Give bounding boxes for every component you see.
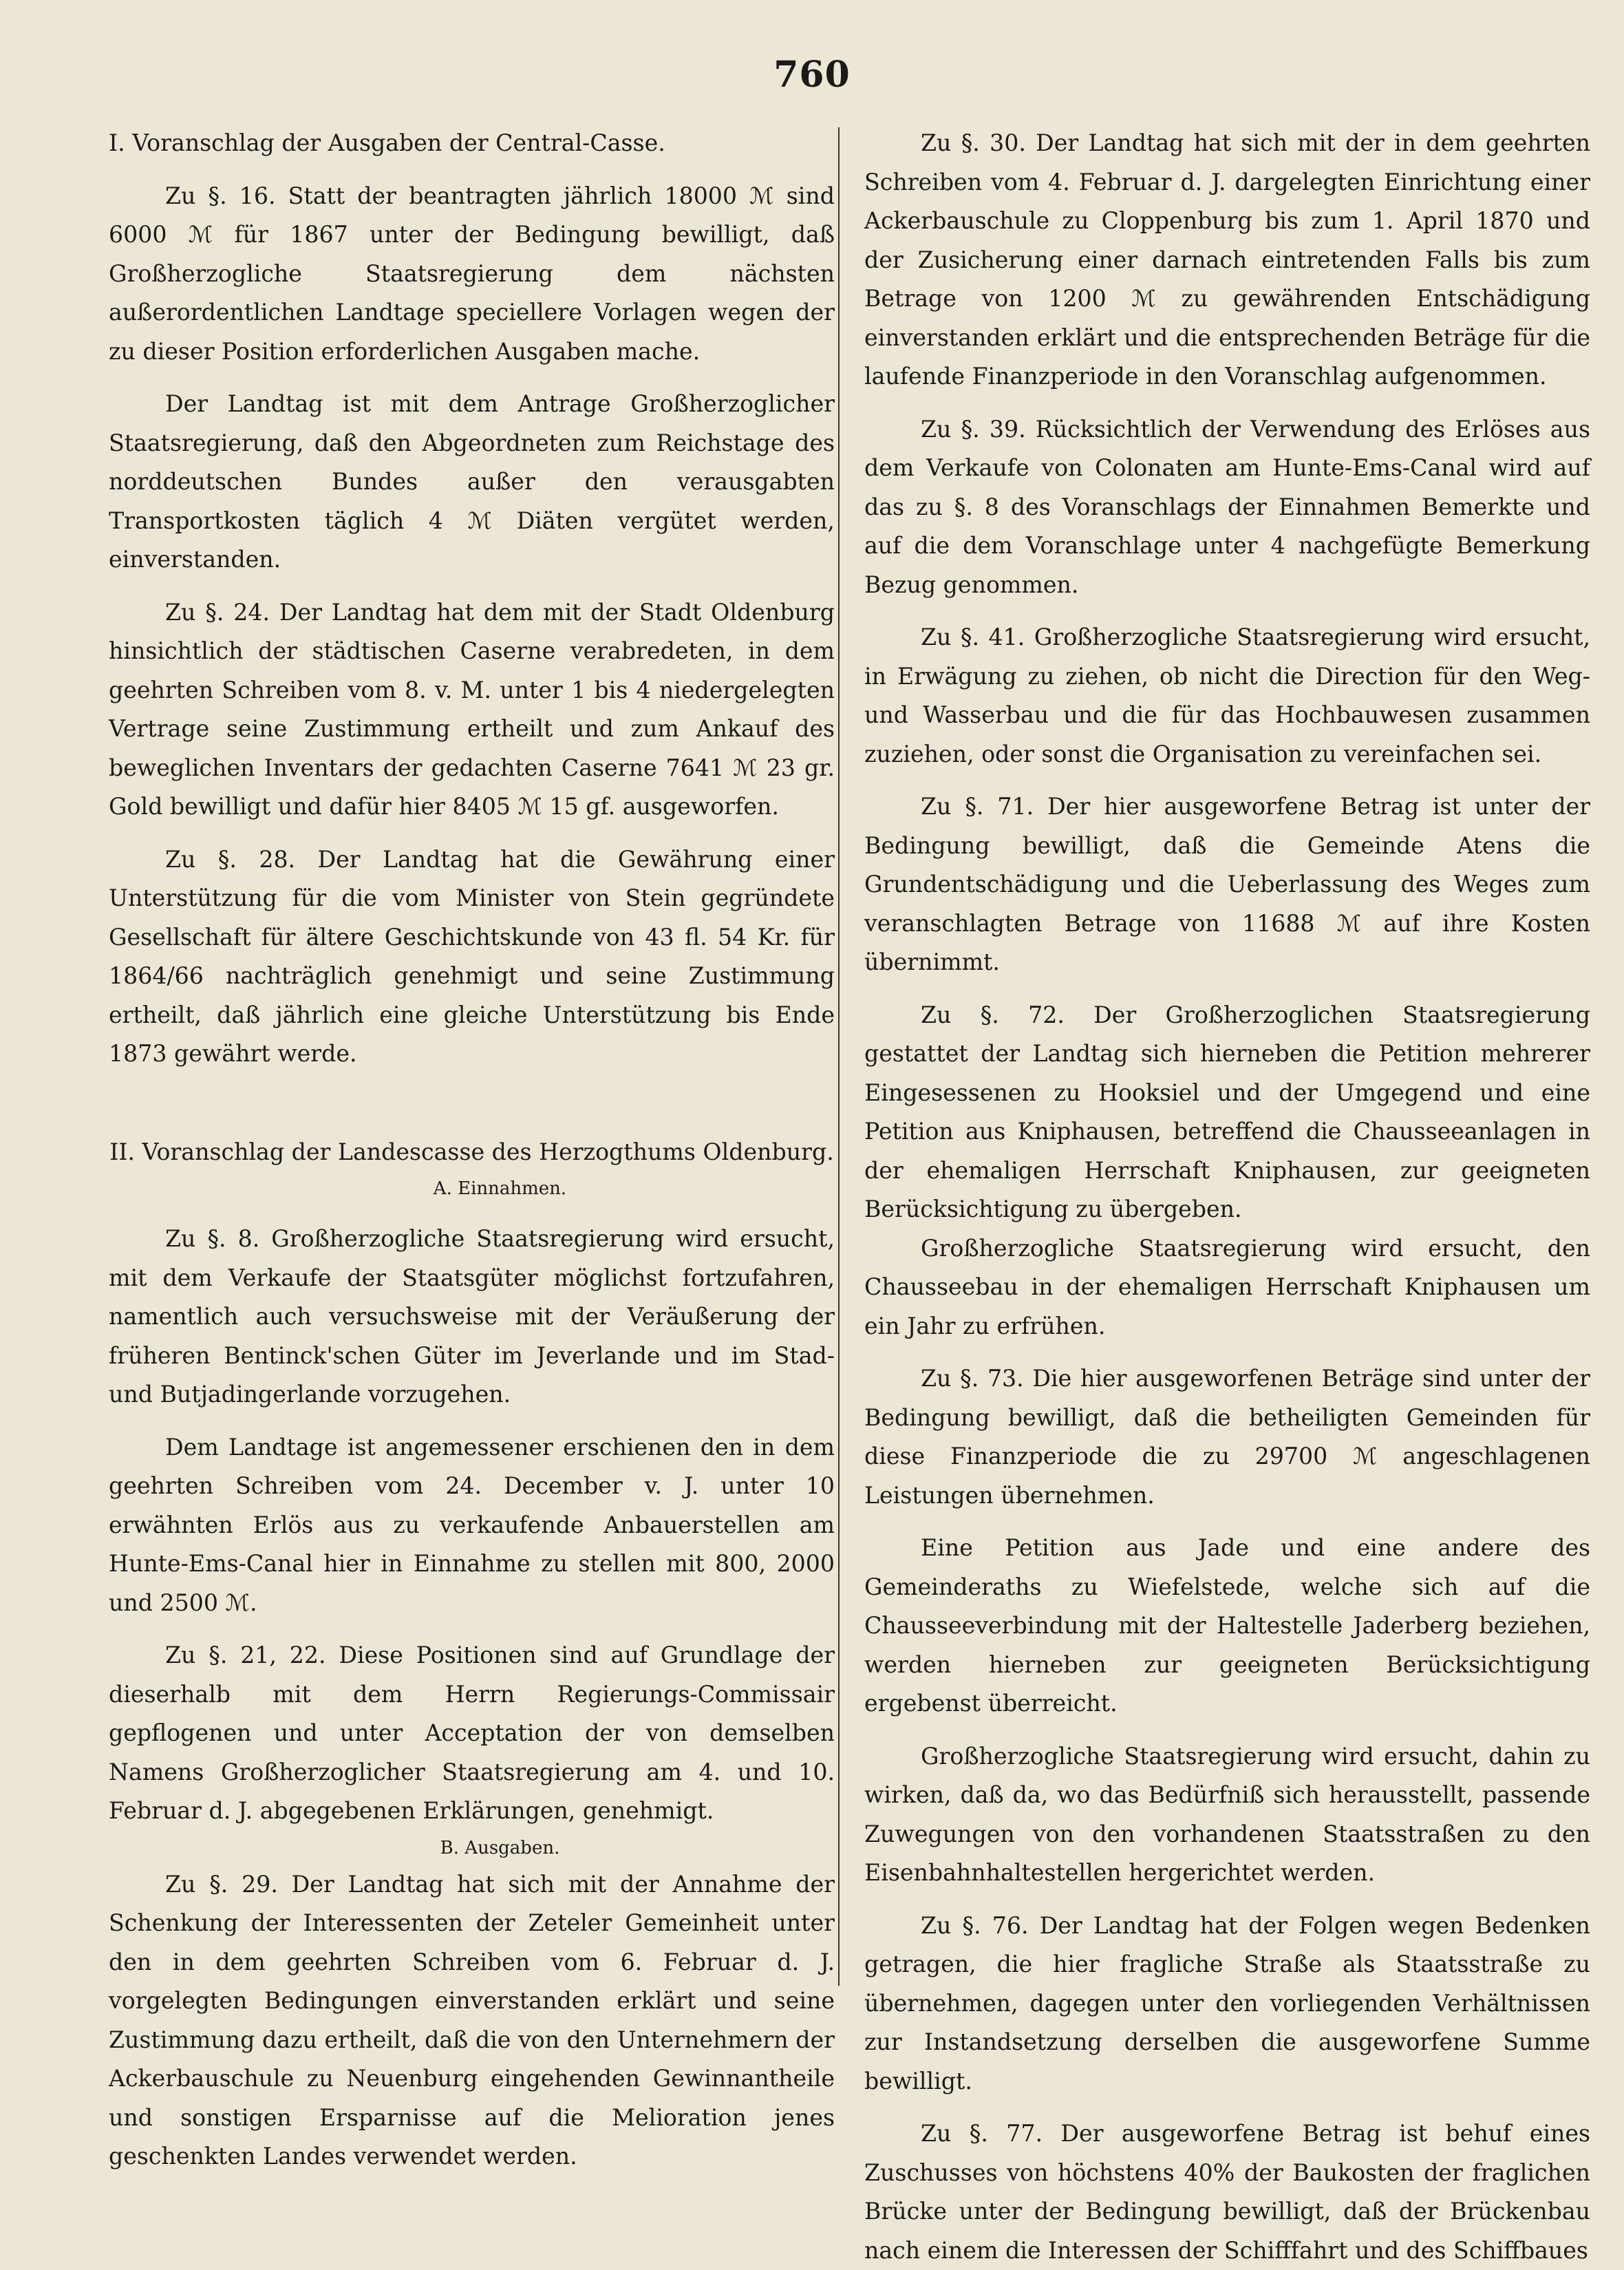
paragraph: Eine Petition aus Jade und eine andere des Gemeinderaths zu Wiefelstede, welche sich auf die Chausseeverbindung mit der Haltestelle Jaderberg beziehen, werden hierneben zur geeigneten Berücksichtigung ergebenst überreicht. [864,1534,1590,1717]
column-divider [838,127,840,1986]
subheading-einnahmen: A. Einnahmen. [433,1178,567,1199]
paragraph: Zu §. 72. Der Großherzoglichen Staatsregierung gestattet der Landtag sich hierneben die Petition mehrerer Eingesessenen zu Hooksiel und der Umgegend und eine Petition aus Kniphausen, betreffend die Chausseeanlagen in der ehemaligen Herrschaft Kniphausen, zur geeigneten Berücksichtigung zu übergeben. [864,1001,1590,1222]
paragraph: Zu §. 24. Der Landtag hat dem mit der Stadt Oldenburg hinsichtlich der städtischen Caserne verabredeten, in dem geehrten Schreiben vom 8. v. M. unter 1 bis 4 niedergelegten Vertrage seine Zustimmung ertheilt und zum Ankauf des beweglichen Inventars der gedachten Caserne 7641 ℳ 23 gr. Gold bewilligt und dafür hier 8405 ℳ 15 gf. ausgeworfen. [109,598,835,820]
paragraph: Zu §. 30. Der Landtag hat sich mit der in dem geehrten Schreiben vom 4. Februar d. J. dargelegten Einrichtung einer Ackerbauschule zu Cloppenburg bis zum 1. April 1870 und der Zusicherung einer darnach eintretenden Falls bis zum Betrage von 1200 ℳ zu gewährenden Entschädigung einverstanden erklärt und die entsprechenden Beträge für die laufende Finanzperiode in den Voranschlag aufgenommen. [864,129,1590,390]
paragraph: Zu §. 29. Der Landtag hat sich mit der Annahme der Schenkung der Interessenten der Zeteler Gemeinheit unter den in dem geehrten Schreiben vom 6. Februar d. J. vorgelegten Bedingungen einverstanden erklärt und seine Zustimmung dazu ertheilt, daß die von den Unternehmern der Ackerbauschule zu Neuenburg eingehenden Gewinnantheile und sonstigen Ersparnisse auf die Melioration jenes geschenkten Landes verwendet werden. [109,1870,835,2170]
paragraph: Großherzogliche Staatsregierung wird ersucht, dahin zu wirken, daß da, wo das Bedürfniß sich herausstellt, passende Zuwegungen von den vorhandenen Staatsstraßen zu den Eisenbahnhaltestellen hergerichtet werden. [864,1742,1590,1886]
paragraph: Zu §. 76. Der Landtag hat der Folgen wegen Bedenken getragen, die hier fragliche Straße als Staatsstraße zu übernehmen, dagegen unter den vorliegenden Verhältnissen zur Instandsetzung derselben die ausgeworfene Summe bewilligt. [864,1911,1590,2094]
paragraph: Zu §. 73. Die hier ausgeworfenen Beträge sind unter der Bedingung bewilligt, daß die betheiligten Gemeinden für diese Finanzperiode die zu 29700 ℳ angeschlagenen Leistungen übernehmen. [864,1365,1590,1509]
paragraph: Zu §. 28. Der Landtag hat die Gewährung einer Unterstützung für die vom Minister von Stein gegründete Gesellschaft für ältere Geschichtskunde von 43 fl. 54 Kr. für 1864/66 nachträglich genehmigt und seine Zustimmung ertheilt, daß jährlich eine gleiche Unterstützung bis Ende 1873 gewährt werde. [109,845,835,1067]
paragraph: Zu §. 16. Statt der beantragten jährlich 18000 ℳ sind 6000 ℳ für 1867 unter der Bedingung bewilligt, daß Großherzogliche Staatsregierung dem nächsten außerordentlichen Landtage speciellere Vorlagen wegen der zu dieser Position erforderlichen Ausgaben mache. [109,182,835,365]
right-column [864,124,1590,2270]
paragraph: Großherzogliche Staatsregierung wird ersucht, den Chausseebau in der ehemaligen Herrschaft Kniphausen um ein Jahr zu erfrühen. [864,1234,1590,1339]
paragraph: Zu §. 21, 22. Diese Positionen sind auf Grundlage der dieserhalb mit dem Herrn Regierungs-Commissair gepflogenen und unter Acceptation der von demselben Namens Großherzoglicher Staatsregierung am 4. und 10. Februar d. J. abgegebenen Erklärungen, genehmigt. [109,1642,835,1824]
paragraph: Zu §. 8. Großherzogliche Staatsregierung wird ersucht, mit dem Verkaufe der Staatsgüter möglichst fortzufahren, namentlich auch versuchsweise mit der Veräußerung der früheren Bentinck'schen Güter im Jeverlande und im Stad- und Butjadingerlande vorzugehen. [109,1225,835,1408]
paragraph: Dem Landtage ist angemessener erschienen den in dem geehrten Schreiben vom 24. December v. J. unter 10 erwähnten Erlös aus zu verkaufende Anbauerstellen am Hunte-Ems-Canal hier in Einnahme zu stellen mit 800, 2000 und 2500 ℳ. [109,1433,835,1616]
paragraph: Der Landtag ist mit dem Antrage Großherzoglicher Staatsregierung, daß den Abgeordneten zum Reichstage des norddeutschen Bundes außer den verausgabten Transportkosten täglich 4 ℳ Diäten vergütet werden, einverstanden. [109,390,835,573]
section-heading-2: II. Voranschlag der Landescasse des Herzogthums Oldenburg. [109,1138,834,1165]
subheading-ausgaben: B. Ausgaben. [440,1837,560,1858]
paragraph: Zu §. 71. Der hier ausgeworfene Betrag ist unter der Bedingung bewilligt, daß die Gemeinde Atens die Grundentschädigung und die Ueberlassung des Weges zum veranschlagten Betrage von 11688 ℳ auf ihre Kosten übernimmt. [864,793,1590,975]
page-number: 760 [773,54,851,96]
paragraph: Zu §. 77. Der ausgeworfene Betrag ist behuf eines Zuschusses von höchstens 40% der Baukosten der fraglichen Brücke unter der Bedingung bewilligt, daß der Brückenbau nach einem die Interessen der Schifffahrt und des Schiffbaues [864,2120,1590,2264]
section-heading-1: I. Voranschlag der Ausgaben der Central-Casse. [109,129,665,156]
paragraph: Zu §. 39. Rücksichtlich der Verwendung des Erlöses aus dem Verkaufe von Colonaten am Hunte-Ems-Canal wird auf das zu §. 8 des Voranschlags der Einnahmen Bemerkte und auf die dem Voranschlage unter 4 nachgefügte Bemerkung Bezug genommen. [864,415,1590,598]
left-column [109,124,835,2176]
paragraph: Zu §. 41. Großherzogliche Staatsregierung wird ersucht, in Erwägung zu ziehen, ob nicht die Direction für den Weg- und Wasserbau und die für das Hochbauwesen zusammen zuziehen, oder sonst die Organisation zu vereinfachen sei. [864,624,1590,767]
